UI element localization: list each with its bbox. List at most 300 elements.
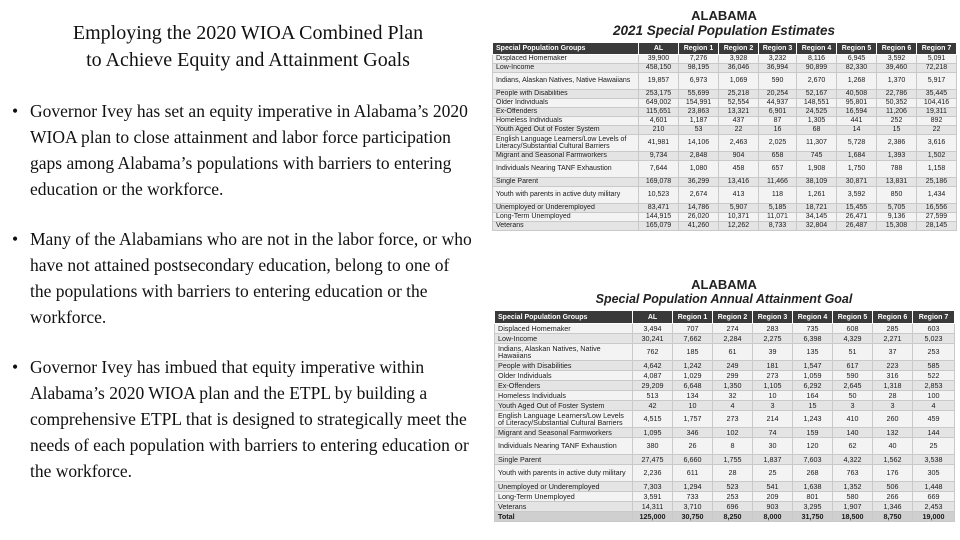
value-cell: 104,416 bbox=[917, 99, 957, 108]
value-cell: 144 bbox=[913, 428, 955, 438]
table-row bbox=[495, 344, 955, 361]
value-cell: 523 bbox=[713, 482, 753, 492]
value-cell: 733 bbox=[673, 492, 713, 502]
value-cell: 2,853 bbox=[913, 381, 955, 391]
value-cell: 1,638 bbox=[793, 482, 833, 492]
value-cell: 50 bbox=[833, 391, 873, 401]
population-group-cell: Youth Aged Out of Foster System bbox=[493, 126, 639, 135]
value-cell: 2,453 bbox=[913, 502, 955, 512]
value-cell: 6,398 bbox=[793, 334, 833, 344]
value-cell: 1,434 bbox=[917, 187, 957, 204]
value-cell: 214 bbox=[753, 411, 793, 428]
value-cell: 36,994 bbox=[759, 64, 797, 73]
value-cell: 3,710 bbox=[673, 502, 713, 512]
value-cell: 745 bbox=[797, 152, 837, 161]
value-cell: 1,448 bbox=[913, 482, 955, 492]
value-cell: 1,187 bbox=[679, 117, 719, 126]
population-group-cell: Veterans bbox=[493, 222, 639, 231]
value-cell: 82,330 bbox=[837, 64, 877, 73]
value-cell: 1,268 bbox=[837, 73, 877, 90]
value-cell: 1,261 bbox=[797, 187, 837, 204]
table-row bbox=[493, 161, 957, 178]
value-cell: 53 bbox=[679, 126, 719, 135]
value-cell: 72,218 bbox=[917, 64, 957, 73]
bullet-item: • Governor Ivey has set an equity imperative in Alabama’s 2020 WIOA plan to close attainment and labor force participation gaps among Alabama’s populations with barriers to entering education or the workforce. bbox=[10, 98, 474, 202]
population-group-cell: Indians, Alaskan Natives, Native Hawaiians bbox=[493, 73, 639, 90]
value-cell: 118 bbox=[759, 187, 797, 204]
value-cell: 39 bbox=[753, 344, 793, 361]
table-row bbox=[495, 334, 955, 344]
value-cell: 10 bbox=[753, 391, 793, 401]
value-cell: 4,515 bbox=[633, 411, 673, 428]
column-header-group: Special Population Groups bbox=[495, 311, 633, 324]
value-cell: 15,308 bbox=[877, 222, 917, 231]
value-cell: 40 bbox=[873, 438, 913, 455]
value-cell: 850 bbox=[877, 187, 917, 204]
population-group-cell: Migrant and Seasonal Farmworkers bbox=[495, 428, 633, 438]
column-header: Region 3 bbox=[759, 43, 797, 55]
value-cell: 41,260 bbox=[679, 222, 719, 231]
value-cell: 7,276 bbox=[679, 55, 719, 64]
value-cell: 268 bbox=[793, 465, 833, 482]
value-cell: 52,167 bbox=[797, 90, 837, 99]
value-cell: 29,209 bbox=[633, 381, 673, 391]
value-cell: 4 bbox=[713, 401, 753, 411]
value-cell: 176 bbox=[873, 465, 913, 482]
value-cell: 26,471 bbox=[837, 213, 877, 222]
value-cell: 115,651 bbox=[639, 108, 679, 117]
value-cell: 5,185 bbox=[759, 204, 797, 213]
value-cell: 181 bbox=[753, 361, 793, 371]
value-cell: 1,029 bbox=[673, 371, 713, 381]
table-row bbox=[493, 178, 957, 187]
value-cell: 458,150 bbox=[639, 64, 679, 73]
value-cell: 413 bbox=[719, 187, 759, 204]
value-cell: 305 bbox=[913, 465, 955, 482]
value-cell: 1,243 bbox=[793, 411, 833, 428]
value-cell: 25,218 bbox=[719, 90, 759, 99]
value-cell: 249 bbox=[713, 361, 753, 371]
value-cell: 14,311 bbox=[633, 502, 673, 512]
population-group-cell: Homeless Individuals bbox=[495, 391, 633, 401]
table-row bbox=[493, 152, 957, 161]
bullet-list bbox=[10, 98, 474, 484]
value-cell: 2,275 bbox=[753, 334, 793, 344]
value-cell: 458 bbox=[719, 161, 759, 178]
value-cell: 1,908 bbox=[797, 161, 837, 178]
value-cell: 2,670 bbox=[797, 73, 837, 90]
population-group-cell: Individuals Nearing TANF Exhaustion bbox=[495, 438, 633, 455]
value-cell: 5,705 bbox=[877, 204, 917, 213]
value-cell: 144,915 bbox=[639, 213, 679, 222]
value-cell: 22 bbox=[917, 126, 957, 135]
value-cell: 34,145 bbox=[797, 213, 837, 222]
value-cell: 696 bbox=[713, 502, 753, 512]
table-row bbox=[493, 126, 957, 135]
value-cell: 22,786 bbox=[877, 90, 917, 99]
value-cell: 1,393 bbox=[877, 152, 917, 161]
value-cell: 253 bbox=[713, 492, 753, 502]
population-group-cell: Youth Aged Out of Foster System bbox=[495, 401, 633, 411]
value-cell: 1,370 bbox=[877, 73, 917, 90]
table-row bbox=[495, 371, 955, 381]
column-header: Region 7 bbox=[913, 311, 955, 324]
value-cell: 61 bbox=[713, 344, 753, 361]
value-cell: 95,801 bbox=[837, 99, 877, 108]
value-cell: 260 bbox=[873, 411, 913, 428]
value-cell: 762 bbox=[633, 344, 673, 361]
value-cell: 19,311 bbox=[917, 108, 957, 117]
value-cell: 39,900 bbox=[639, 55, 679, 64]
value-cell: 1,080 bbox=[679, 161, 719, 178]
value-cell: 7,303 bbox=[633, 482, 673, 492]
value-cell: 26 bbox=[673, 438, 713, 455]
value-cell: 27,475 bbox=[633, 455, 673, 465]
value-cell: 24,525 bbox=[797, 108, 837, 117]
population-group-cell: Long-Term Unemployed bbox=[493, 213, 639, 222]
value-cell: 7,603 bbox=[793, 455, 833, 465]
value-cell: 83,471 bbox=[639, 204, 679, 213]
value-cell: 410 bbox=[833, 411, 873, 428]
value-cell: 36,299 bbox=[679, 178, 719, 187]
value-cell: 169,078 bbox=[639, 178, 679, 187]
value-cell: 459 bbox=[913, 411, 955, 428]
population-group-cell: English Language Learners/Low Levels of Literacy/Substantial Cultural Barriers bbox=[493, 135, 639, 152]
value-cell: 513 bbox=[633, 391, 673, 401]
value-cell: 16,556 bbox=[917, 204, 957, 213]
value-cell: 3,592 bbox=[837, 187, 877, 204]
value-cell: 36,046 bbox=[719, 64, 759, 73]
population-group-cell: Homeless Individuals bbox=[493, 117, 639, 126]
column-header: Region 5 bbox=[833, 311, 873, 324]
column-header: Region 3 bbox=[753, 311, 793, 324]
value-cell: 669 bbox=[913, 492, 955, 502]
value-cell: 23,863 bbox=[679, 108, 719, 117]
table-row bbox=[493, 73, 957, 90]
value-cell: 1,346 bbox=[873, 502, 913, 512]
special-population-estimates-table bbox=[492, 42, 957, 231]
table-row bbox=[493, 117, 957, 126]
value-cell: 253 bbox=[913, 344, 955, 361]
value-cell: 3,232 bbox=[759, 55, 797, 64]
value-cell: 11,307 bbox=[797, 135, 837, 152]
value-cell: 87 bbox=[759, 117, 797, 126]
value-cell: 649,002 bbox=[639, 99, 679, 108]
table-row bbox=[493, 64, 957, 73]
value-cell: 30,750 bbox=[673, 512, 713, 522]
value-cell: 50,352 bbox=[877, 99, 917, 108]
population-group-cell: Youth with parents in active duty military bbox=[493, 187, 639, 204]
value-cell: 2,674 bbox=[679, 187, 719, 204]
value-cell: 3,591 bbox=[633, 492, 673, 502]
column-header: AL bbox=[639, 43, 679, 55]
estimates-table-subtitle: 2021 Special Population Estimates bbox=[612, 23, 836, 38]
population-group-cell: Ex-Offenders bbox=[495, 381, 633, 391]
value-cell: 8,250 bbox=[713, 512, 753, 522]
value-cell: 1,757 bbox=[673, 411, 713, 428]
value-cell: 252 bbox=[877, 117, 917, 126]
table-row bbox=[495, 381, 955, 391]
value-cell: 7,662 bbox=[673, 334, 713, 344]
value-cell: 6,648 bbox=[673, 381, 713, 391]
value-cell: 5,728 bbox=[837, 135, 877, 152]
value-cell: 603 bbox=[913, 324, 955, 334]
population-group-cell: Low-Income bbox=[493, 64, 639, 73]
value-cell: 52,554 bbox=[719, 99, 759, 108]
value-cell: 15 bbox=[793, 401, 833, 411]
value-cell: 1,350 bbox=[713, 381, 753, 391]
value-cell: 6,945 bbox=[837, 55, 877, 64]
table-row bbox=[495, 438, 955, 455]
value-cell: 3,494 bbox=[633, 324, 673, 334]
value-cell: 8,733 bbox=[759, 222, 797, 231]
value-cell: 13,831 bbox=[877, 178, 917, 187]
table-row bbox=[493, 55, 957, 64]
value-cell: 2,645 bbox=[833, 381, 873, 391]
value-cell: 18,500 bbox=[833, 512, 873, 522]
value-cell: 125,000 bbox=[633, 512, 673, 522]
value-cell: 14 bbox=[837, 126, 877, 135]
table-row bbox=[493, 90, 957, 99]
value-cell: 210 bbox=[639, 126, 679, 135]
value-cell: 1,059 bbox=[793, 371, 833, 381]
value-cell: 904 bbox=[719, 152, 759, 161]
value-cell: 25 bbox=[913, 438, 955, 455]
value-cell: 1,305 bbox=[797, 117, 837, 126]
value-cell: 35,445 bbox=[917, 90, 957, 99]
table-row bbox=[495, 512, 955, 522]
value-cell: 19,857 bbox=[639, 73, 679, 90]
population-group-cell: Total bbox=[495, 512, 633, 522]
value-cell: 11,206 bbox=[877, 108, 917, 117]
value-cell: 40,508 bbox=[837, 90, 877, 99]
bullet-item: • Governor Ivey has imbued that equity imperative within Alabama’s 2020 WIOA plan and the ETPL by building a comprehensive ETPL that is designed to strategically meet the needs of each population with barriers to entering education or the workforce. bbox=[10, 354, 474, 484]
value-cell: 165,079 bbox=[639, 222, 679, 231]
value-cell: 590 bbox=[759, 73, 797, 90]
column-header: Region 2 bbox=[713, 311, 753, 324]
value-cell: 32,804 bbox=[797, 222, 837, 231]
value-cell: 223 bbox=[873, 361, 913, 371]
slide-title-line-2: to Achieve Equity and Attainment Goals bbox=[86, 49, 410, 71]
value-cell: 1,242 bbox=[673, 361, 713, 371]
value-cell: 159 bbox=[793, 428, 833, 438]
value-cell: 2,284 bbox=[713, 334, 753, 344]
population-group-cell: Individuals Nearing TANF Exhaustion bbox=[493, 161, 639, 178]
value-cell: 2,463 bbox=[719, 135, 759, 152]
value-cell: 185 bbox=[673, 344, 713, 361]
value-cell: 28 bbox=[873, 391, 913, 401]
value-cell: 506 bbox=[873, 482, 913, 492]
value-cell: 134 bbox=[673, 391, 713, 401]
value-cell: 253,175 bbox=[639, 90, 679, 99]
table-row bbox=[495, 391, 955, 401]
value-cell: 6,660 bbox=[673, 455, 713, 465]
value-cell: 6,292 bbox=[793, 381, 833, 391]
value-cell: 14,106 bbox=[679, 135, 719, 152]
value-cell: 3,592 bbox=[877, 55, 917, 64]
value-cell: 2,271 bbox=[873, 334, 913, 344]
table-row bbox=[495, 492, 955, 502]
value-cell: 5,091 bbox=[917, 55, 957, 64]
value-cell: 541 bbox=[753, 482, 793, 492]
value-cell: 903 bbox=[753, 502, 793, 512]
estimates-table-title: ALABAMA bbox=[691, 8, 757, 23]
value-cell: 608 bbox=[833, 324, 873, 334]
table-row bbox=[495, 428, 955, 438]
value-cell: 4 bbox=[913, 401, 955, 411]
value-cell: 4,601 bbox=[639, 117, 679, 126]
value-cell: 3,616 bbox=[917, 135, 957, 152]
value-cell: 1,837 bbox=[753, 455, 793, 465]
value-cell: 3 bbox=[753, 401, 793, 411]
value-cell: 26,020 bbox=[679, 213, 719, 222]
value-cell: 41,981 bbox=[639, 135, 679, 152]
table-row bbox=[493, 108, 957, 117]
attainment-goal-table bbox=[494, 310, 955, 522]
value-cell: 1,158 bbox=[917, 161, 957, 178]
value-cell: 42 bbox=[633, 401, 673, 411]
value-cell: 5,917 bbox=[917, 73, 957, 90]
column-header: Region 1 bbox=[679, 43, 719, 55]
value-cell: 1,907 bbox=[833, 502, 873, 512]
value-cell: 4,322 bbox=[833, 455, 873, 465]
population-group-cell: People with Disabilities bbox=[493, 90, 639, 99]
value-cell: 28 bbox=[713, 465, 753, 482]
value-cell: 68 bbox=[797, 126, 837, 135]
value-cell: 6,973 bbox=[679, 73, 719, 90]
value-cell: 3 bbox=[873, 401, 913, 411]
table-row bbox=[495, 401, 955, 411]
table-row bbox=[495, 324, 955, 334]
population-group-cell: Indians, Alaskan Natives, Native Hawaiians bbox=[495, 344, 633, 361]
value-cell: 1,352 bbox=[833, 482, 873, 492]
table-row bbox=[493, 213, 957, 222]
value-cell: 1,294 bbox=[673, 482, 713, 492]
value-cell: 283 bbox=[753, 324, 793, 334]
goals-table-title: ALABAMA bbox=[691, 277, 757, 292]
table-row bbox=[493, 222, 957, 231]
slide-title bbox=[18, 20, 478, 74]
value-cell: 164 bbox=[793, 391, 833, 401]
value-cell: 273 bbox=[713, 411, 753, 428]
value-cell: 11,466 bbox=[759, 178, 797, 187]
value-cell: 140 bbox=[833, 428, 873, 438]
column-header: Region 4 bbox=[797, 43, 837, 55]
table-row bbox=[495, 502, 955, 512]
table-header-row bbox=[495, 311, 955, 324]
value-cell: 6,901 bbox=[759, 108, 797, 117]
value-cell: 7,644 bbox=[639, 161, 679, 178]
value-cell: 100 bbox=[913, 391, 955, 401]
value-cell: 13,416 bbox=[719, 178, 759, 187]
column-header: Region 2 bbox=[719, 43, 759, 55]
value-cell: 30 bbox=[753, 438, 793, 455]
value-cell: 1,547 bbox=[793, 361, 833, 371]
value-cell: 148,551 bbox=[797, 99, 837, 108]
population-group-cell: Displaced Homemaker bbox=[493, 55, 639, 64]
value-cell: 26,487 bbox=[837, 222, 877, 231]
value-cell: 132 bbox=[873, 428, 913, 438]
value-cell: 25 bbox=[753, 465, 793, 482]
column-header: Region 5 bbox=[837, 43, 877, 55]
value-cell: 8 bbox=[713, 438, 753, 455]
table-row bbox=[495, 411, 955, 428]
value-cell: 316 bbox=[873, 371, 913, 381]
population-group-cell: People with Disabilities bbox=[495, 361, 633, 371]
population-group-cell: Veterans bbox=[495, 502, 633, 512]
population-group-cell: Displaced Homemaker bbox=[495, 324, 633, 334]
value-cell: 22 bbox=[719, 126, 759, 135]
value-cell: 11,071 bbox=[759, 213, 797, 222]
value-cell: 90,899 bbox=[797, 64, 837, 73]
value-cell: 522 bbox=[913, 371, 955, 381]
value-cell: 611 bbox=[673, 465, 713, 482]
value-cell: 788 bbox=[877, 161, 917, 178]
value-cell: 1,318 bbox=[873, 381, 913, 391]
value-cell: 28,145 bbox=[917, 222, 957, 231]
population-group-cell: English Language Learners/Low Levels of Literacy/Substantial Cultural Barriers bbox=[495, 411, 633, 428]
value-cell: 580 bbox=[833, 492, 873, 502]
value-cell: 273 bbox=[753, 371, 793, 381]
population-group-cell: Low-Income bbox=[495, 334, 633, 344]
value-cell: 154,991 bbox=[679, 99, 719, 108]
value-cell: 18,721 bbox=[797, 204, 837, 213]
value-cell: 590 bbox=[833, 371, 873, 381]
value-cell: 5,907 bbox=[719, 204, 759, 213]
population-group-cell: Youth with parents in active duty military bbox=[495, 465, 633, 482]
value-cell: 10,371 bbox=[719, 213, 759, 222]
value-cell: 55,699 bbox=[679, 90, 719, 99]
value-cell: 3,295 bbox=[793, 502, 833, 512]
value-cell: 617 bbox=[833, 361, 873, 371]
value-cell: 32 bbox=[713, 391, 753, 401]
value-cell: 9,136 bbox=[877, 213, 917, 222]
column-header: Region 4 bbox=[793, 311, 833, 324]
value-cell: 735 bbox=[793, 324, 833, 334]
value-cell: 12,262 bbox=[719, 222, 759, 231]
table-row bbox=[495, 465, 955, 482]
value-cell: 346 bbox=[673, 428, 713, 438]
value-cell: 1,502 bbox=[917, 152, 957, 161]
population-group-cell: Older Individuals bbox=[493, 99, 639, 108]
table-row bbox=[495, 361, 955, 371]
value-cell: 8,116 bbox=[797, 55, 837, 64]
value-cell: 892 bbox=[917, 117, 957, 126]
population-group-cell: Older Individuals bbox=[495, 371, 633, 381]
value-cell: 62 bbox=[833, 438, 873, 455]
value-cell: 585 bbox=[913, 361, 955, 371]
value-cell: 8,750 bbox=[873, 512, 913, 522]
value-cell: 209 bbox=[753, 492, 793, 502]
value-cell: 707 bbox=[673, 324, 713, 334]
value-cell: 27,599 bbox=[917, 213, 957, 222]
table-row bbox=[493, 187, 957, 204]
column-header: Region 6 bbox=[877, 43, 917, 55]
table-row bbox=[493, 204, 957, 213]
value-cell: 3 bbox=[833, 401, 873, 411]
value-cell: 20,254 bbox=[759, 90, 797, 99]
population-group-cell: Migrant and Seasonal Farmworkers bbox=[493, 152, 639, 161]
value-cell: 441 bbox=[837, 117, 877, 126]
value-cell: 38,109 bbox=[797, 178, 837, 187]
value-cell: 37 bbox=[873, 344, 913, 361]
value-cell: 102 bbox=[713, 428, 753, 438]
value-cell: 2,386 bbox=[877, 135, 917, 152]
tables-panel bbox=[488, 0, 960, 540]
value-cell: 3,538 bbox=[913, 455, 955, 465]
value-cell: 763 bbox=[833, 465, 873, 482]
value-cell: 801 bbox=[793, 492, 833, 502]
